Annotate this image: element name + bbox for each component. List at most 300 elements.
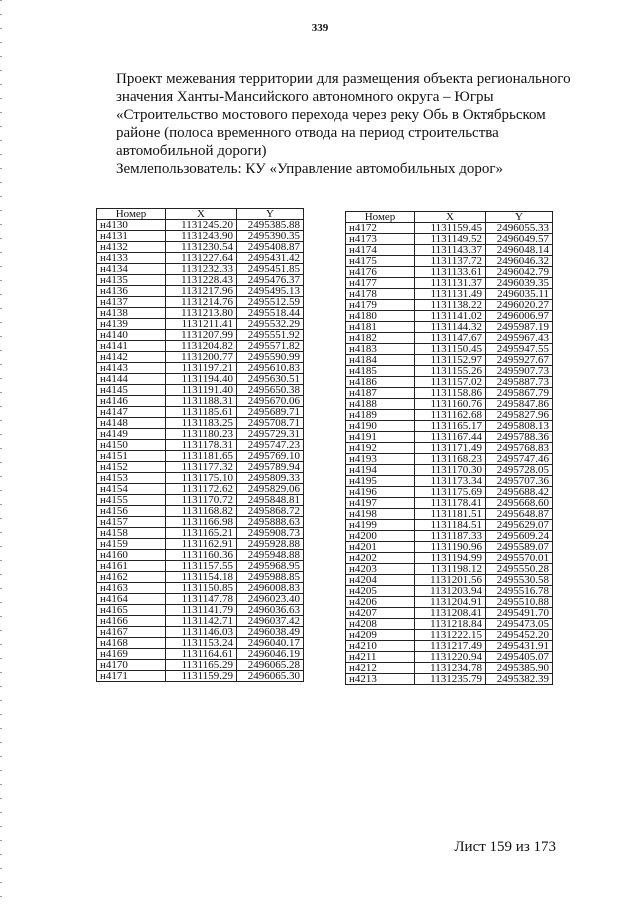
x-coordinate-cell: 1131142.71 — [166, 616, 237, 627]
x-coordinate-cell: 1131228.43 — [166, 275, 237, 286]
x-coordinate-cell: 1131165.21 — [166, 528, 237, 539]
point-number-cell: н4202 — [346, 553, 415, 564]
y-coordinate-cell: 2495551.92 — [237, 330, 304, 341]
table-row — [346, 410, 553, 421]
x-coordinate-cell: 1131245.20 — [166, 220, 237, 231]
table-row — [346, 575, 553, 586]
table-row — [346, 289, 553, 300]
table-row — [346, 586, 553, 597]
point-number-cell: н4168 — [97, 638, 166, 649]
point-number-cell: н4206 — [346, 597, 415, 608]
x-coordinate-cell: 1131165.17 — [415, 421, 486, 432]
table-header-row — [97, 209, 304, 220]
y-coordinate-cell: 2495788.36 — [486, 432, 553, 443]
point-number-cell: н4197 — [346, 498, 415, 509]
y-coordinate-cell: 2495385.88 — [237, 220, 304, 231]
table-row — [97, 231, 304, 242]
y-coordinate-cell: 2495532.29 — [237, 319, 304, 330]
point-number-cell: н4159 — [97, 539, 166, 550]
header-y: Y — [237, 209, 304, 220]
y-coordinate-cell: 2495867.79 — [486, 388, 553, 399]
x-coordinate-cell: 1131211.41 — [166, 319, 237, 330]
y-coordinate-cell: 2495629.07 — [486, 520, 553, 531]
x-coordinate-cell: 1131131.37 — [415, 278, 486, 289]
y-coordinate-cell: 2495630.51 — [237, 374, 304, 385]
x-coordinate-cell: 1131217.49 — [415, 641, 486, 652]
y-coordinate-cell: 2495610.83 — [237, 363, 304, 374]
title-line: Проект межевания территории для размещения объекта регионального — [116, 71, 571, 87]
table-row — [97, 319, 304, 330]
y-coordinate-cell: 2496065.28 — [237, 660, 304, 671]
point-number-cell: н4153 — [97, 473, 166, 484]
y-coordinate-cell: 2495689.71 — [237, 407, 304, 418]
point-number-cell: н4162 — [97, 572, 166, 583]
x-coordinate-cell: 1131175.69 — [415, 487, 486, 498]
table-row — [346, 509, 553, 520]
point-number-cell: н4191 — [346, 432, 415, 443]
y-coordinate-cell: 2495476.37 — [237, 275, 304, 286]
y-coordinate-cell: 2495728.05 — [486, 465, 553, 476]
table-row — [97, 649, 304, 660]
x-coordinate-cell: 1131197.21 — [166, 363, 237, 374]
point-number-cell: н4131 — [97, 231, 166, 242]
point-number-cell: н4157 — [97, 517, 166, 528]
y-coordinate-cell: 2495887.73 — [486, 377, 553, 388]
x-coordinate-cell: 1131162.91 — [166, 539, 237, 550]
x-coordinate-cell: 1131198.12 — [415, 564, 486, 575]
point-number-cell: н4194 — [346, 465, 415, 476]
point-number-cell: н4188 — [346, 399, 415, 410]
point-number-cell: н4195 — [346, 476, 415, 487]
point-number-cell: н4200 — [346, 531, 415, 542]
point-number-cell: н4204 — [346, 575, 415, 586]
table-row — [97, 286, 304, 297]
y-coordinate-cell: 2495927.67 — [486, 355, 553, 366]
y-coordinate-cell: 2495408.87 — [237, 242, 304, 253]
x-coordinate-cell: 1131204.82 — [166, 341, 237, 352]
point-number-cell: н4145 — [97, 385, 166, 396]
y-coordinate-cell: 2496042.79 — [486, 267, 553, 278]
y-coordinate-cell: 2495729.31 — [237, 429, 304, 440]
point-number-cell: н4152 — [97, 462, 166, 473]
y-coordinate-cell: 2495431.42 — [237, 253, 304, 264]
x-coordinate-cell: 1131170.30 — [415, 465, 486, 476]
x-coordinate-cell: 1131158.86 — [415, 388, 486, 399]
table-row — [346, 333, 553, 344]
table-row — [97, 550, 304, 561]
x-coordinate-cell: 1131159.45 — [415, 223, 486, 234]
y-coordinate-cell: 2495670.06 — [237, 396, 304, 407]
x-coordinate-cell: 1131153.24 — [166, 638, 237, 649]
table-row — [97, 473, 304, 484]
table-row — [97, 440, 304, 451]
x-coordinate-cell: 1131243.90 — [166, 231, 237, 242]
table-row — [97, 374, 304, 385]
table-row — [346, 300, 553, 311]
x-coordinate-cell: 1131143.37 — [415, 245, 486, 256]
point-number-cell: н4174 — [346, 245, 415, 256]
point-number-cell: н4171 — [97, 671, 166, 682]
y-coordinate-cell: 2496055.33 — [486, 223, 553, 234]
x-coordinate-cell: 1131181.65 — [166, 451, 237, 462]
y-coordinate-cell: 2495473.05 — [486, 619, 553, 630]
x-coordinate-cell: 1131175.10 — [166, 473, 237, 484]
point-number-cell: н4192 — [346, 443, 415, 454]
point-number-cell: н4148 — [97, 418, 166, 429]
table-row — [346, 531, 553, 542]
x-coordinate-cell: 1131234.78 — [415, 663, 486, 674]
coordinates-table-left — [96, 208, 304, 682]
y-coordinate-cell: 2495512.59 — [237, 297, 304, 308]
table-row — [97, 385, 304, 396]
table-row — [97, 220, 304, 231]
point-number-cell: н4134 — [97, 264, 166, 275]
table-row — [97, 363, 304, 374]
table-row — [346, 399, 553, 410]
y-coordinate-cell: 2496008.83 — [237, 583, 304, 594]
table-row — [97, 627, 304, 638]
point-number-cell: н4178 — [346, 289, 415, 300]
x-coordinate-cell: 1131177.32 — [166, 462, 237, 473]
y-coordinate-cell: 2496006.97 — [486, 311, 553, 322]
point-number-cell: н4155 — [97, 495, 166, 506]
table-row — [346, 256, 553, 267]
y-coordinate-cell: 2495948.88 — [237, 550, 304, 561]
point-number-cell: н4186 — [346, 377, 415, 388]
point-number-cell: н4196 — [346, 487, 415, 498]
point-number-cell: н4141 — [97, 341, 166, 352]
x-coordinate-cell: 1131220.94 — [415, 652, 486, 663]
y-coordinate-cell: 2496035.11 — [486, 289, 553, 300]
point-number-cell: н4146 — [97, 396, 166, 407]
point-number-cell: н4154 — [97, 484, 166, 495]
point-number-cell: н4211 — [346, 652, 415, 663]
point-number-cell: н4176 — [346, 267, 415, 278]
x-coordinate-cell: 1131213.80 — [166, 308, 237, 319]
x-coordinate-cell: 1131200.77 — [166, 352, 237, 363]
x-coordinate-cell: 1131232.33 — [166, 264, 237, 275]
table-row — [346, 377, 553, 388]
y-coordinate-cell: 2496048.14 — [486, 245, 553, 256]
y-coordinate-cell: 2495747.23 — [237, 440, 304, 451]
x-coordinate-cell: 1131159.29 — [166, 671, 237, 682]
table-row — [346, 234, 553, 245]
table-row — [97, 407, 304, 418]
point-number-cell: н4209 — [346, 630, 415, 641]
x-coordinate-cell: 1131133.61 — [415, 267, 486, 278]
point-number-cell: н4201 — [346, 542, 415, 553]
table-row — [346, 542, 553, 553]
table-row — [346, 597, 553, 608]
table-row — [97, 583, 304, 594]
table-row — [346, 564, 553, 575]
y-coordinate-cell: 2495947.55 — [486, 344, 553, 355]
land-user-line: Землепользователь: КУ «Управление автомобильных дорог» — [116, 161, 504, 177]
point-number-cell: н4193 — [346, 454, 415, 465]
table-row — [346, 553, 553, 564]
point-number-cell: н4144 — [97, 374, 166, 385]
table-row — [346, 619, 553, 630]
x-coordinate-cell: 1131183.25 — [166, 418, 237, 429]
x-coordinate-cell: 1131191.40 — [166, 385, 237, 396]
x-coordinate-cell: 1131194.99 — [415, 553, 486, 564]
table-row — [346, 311, 553, 322]
x-coordinate-cell: 1131157.55 — [166, 561, 237, 572]
table-row — [346, 421, 553, 432]
table-row — [97, 352, 304, 363]
title-line: автомобильной дороги) — [116, 143, 267, 159]
point-number-cell: н4167 — [97, 627, 166, 638]
x-coordinate-cell: 1131181.51 — [415, 509, 486, 520]
y-coordinate-cell: 2495589.07 — [486, 542, 553, 553]
table-row — [346, 366, 553, 377]
table-row — [97, 517, 304, 528]
point-number-cell: н4189 — [346, 410, 415, 421]
table-row — [97, 605, 304, 616]
point-number-cell: н4212 — [346, 663, 415, 674]
y-coordinate-cell: 2495510.88 — [486, 597, 553, 608]
y-coordinate-cell: 2496037.42 — [237, 616, 304, 627]
x-coordinate-cell: 1131155.26 — [415, 366, 486, 377]
x-coordinate-cell: 1131171.49 — [415, 443, 486, 454]
table-row — [346, 630, 553, 641]
table-row — [346, 487, 553, 498]
y-coordinate-cell: 2495708.71 — [237, 418, 304, 429]
point-number-cell: н4135 — [97, 275, 166, 286]
y-coordinate-cell: 2495550.28 — [486, 564, 553, 575]
y-coordinate-cell: 2495530.58 — [486, 575, 553, 586]
y-coordinate-cell: 2495405.07 — [486, 652, 553, 663]
table-row — [97, 451, 304, 462]
point-number-cell: н4187 — [346, 388, 415, 399]
table-row — [97, 638, 304, 649]
x-coordinate-cell: 1131154.18 — [166, 572, 237, 583]
table-row — [346, 344, 553, 355]
header-number: Номер — [346, 212, 415, 223]
point-number-cell: н4140 — [97, 330, 166, 341]
x-coordinate-cell: 1131170.72 — [166, 495, 237, 506]
y-coordinate-cell: 2495518.44 — [237, 308, 304, 319]
y-coordinate-cell: 2495452.20 — [486, 630, 553, 641]
table-row — [346, 652, 553, 663]
y-coordinate-cell: 2496049.57 — [486, 234, 553, 245]
point-number-cell: н4205 — [346, 586, 415, 597]
x-coordinate-cell: 1131164.61 — [166, 649, 237, 660]
header-x: X — [166, 209, 237, 220]
point-number-cell: н4133 — [97, 253, 166, 264]
y-coordinate-cell: 2496065.30 — [237, 671, 304, 682]
y-coordinate-cell: 2495570.01 — [486, 553, 553, 564]
x-coordinate-cell: 1131137.72 — [415, 256, 486, 267]
point-number-cell: н4156 — [97, 506, 166, 517]
table-row — [97, 506, 304, 517]
x-coordinate-cell: 1131235.79 — [415, 674, 486, 685]
point-number-cell: н4143 — [97, 363, 166, 374]
x-coordinate-cell: 1131167.44 — [415, 432, 486, 443]
table-row — [97, 616, 304, 627]
table-row — [97, 484, 304, 495]
point-number-cell: н4147 — [97, 407, 166, 418]
table-row — [346, 278, 553, 289]
x-coordinate-cell: 1131204.91 — [415, 597, 486, 608]
x-coordinate-cell: 1131218.84 — [415, 619, 486, 630]
y-coordinate-cell: 2495385.90 — [486, 663, 553, 674]
point-number-cell: н4161 — [97, 561, 166, 572]
point-number-cell: н4136 — [97, 286, 166, 297]
x-coordinate-cell: 1131131.49 — [415, 289, 486, 300]
y-coordinate-cell: 2496046.32 — [486, 256, 553, 267]
coordinates-table-right — [345, 211, 553, 685]
table-row — [346, 674, 553, 685]
point-number-cell: н4169 — [97, 649, 166, 660]
point-number-cell: н4182 — [346, 333, 415, 344]
table-row — [97, 242, 304, 253]
y-coordinate-cell: 2495648.87 — [486, 509, 553, 520]
x-coordinate-cell: 1131201.56 — [415, 575, 486, 586]
title-line: районе (полоса временного отвода на период строительства — [116, 125, 499, 141]
point-number-cell: н4132 — [97, 242, 166, 253]
x-coordinate-cell: 1131178.31 — [166, 440, 237, 451]
x-coordinate-cell: 1131152.97 — [415, 355, 486, 366]
title-line: значения Ханты-Мансийского автономного округа – Югры — [116, 89, 494, 105]
x-coordinate-cell: 1131178.41 — [415, 498, 486, 509]
table-row — [346, 355, 553, 366]
point-number-cell: н4213 — [346, 674, 415, 685]
x-coordinate-cell: 1131203.94 — [415, 586, 486, 597]
point-number-cell: н4203 — [346, 564, 415, 575]
page-number: 339 — [311, 22, 329, 34]
table-row — [97, 495, 304, 506]
y-coordinate-cell: 2495907.73 — [486, 366, 553, 377]
point-number-cell: н4199 — [346, 520, 415, 531]
x-coordinate-cell: 1131160.36 — [166, 550, 237, 561]
point-number-cell: н4172 — [346, 223, 415, 234]
point-number-cell: н4181 — [346, 322, 415, 333]
point-number-cell: н4130 — [97, 220, 166, 231]
point-number-cell: н4151 — [97, 451, 166, 462]
point-number-cell: н4142 — [97, 352, 166, 363]
table-row — [346, 476, 553, 487]
table-row — [97, 330, 304, 341]
table-row — [97, 671, 304, 682]
y-coordinate-cell: 2495495.13 — [237, 286, 304, 297]
point-number-cell: н4158 — [97, 528, 166, 539]
x-coordinate-cell: 1131207.99 — [166, 330, 237, 341]
y-coordinate-cell: 2496046.19 — [237, 649, 304, 660]
y-coordinate-cell: 2495848.81 — [237, 495, 304, 506]
y-coordinate-cell: 2495571.82 — [237, 341, 304, 352]
table-row — [97, 660, 304, 671]
point-number-cell: н4173 — [346, 234, 415, 245]
y-coordinate-cell: 2496023.40 — [237, 594, 304, 605]
x-coordinate-cell: 1131214.76 — [166, 297, 237, 308]
y-coordinate-cell: 2495431.91 — [486, 641, 553, 652]
table-row — [346, 322, 553, 333]
table-row — [97, 561, 304, 572]
point-number-cell: н4190 — [346, 421, 415, 432]
table-row — [97, 297, 304, 308]
x-coordinate-cell: 1131168.23 — [415, 454, 486, 465]
table-row — [97, 275, 304, 286]
y-coordinate-cell: 2496039.35 — [486, 278, 553, 289]
y-coordinate-cell: 2495491.70 — [486, 608, 553, 619]
y-coordinate-cell: 2495688.42 — [486, 487, 553, 498]
x-coordinate-cell: 1131147.67 — [415, 333, 486, 344]
y-coordinate-cell: 2495650.38 — [237, 385, 304, 396]
table-row — [346, 520, 553, 531]
y-coordinate-cell: 2496038.49 — [237, 627, 304, 638]
y-coordinate-cell: 2495868.72 — [237, 506, 304, 517]
y-coordinate-cell: 2495668.60 — [486, 498, 553, 509]
x-coordinate-cell: 1131185.61 — [166, 407, 237, 418]
y-coordinate-cell: 2495908.73 — [237, 528, 304, 539]
y-coordinate-cell: 2495827.96 — [486, 410, 553, 421]
table-row — [97, 429, 304, 440]
x-coordinate-cell: 1131165.29 — [166, 660, 237, 671]
y-coordinate-cell: 2495847.86 — [486, 399, 553, 410]
x-coordinate-cell: 1131147.78 — [166, 594, 237, 605]
x-coordinate-cell: 1131180.23 — [166, 429, 237, 440]
x-coordinate-cell: 1131173.34 — [415, 476, 486, 487]
table-row — [97, 264, 304, 275]
table-row — [97, 528, 304, 539]
point-number-cell: н4183 — [346, 344, 415, 355]
table-row — [97, 396, 304, 407]
y-coordinate-cell: 2495609.24 — [486, 531, 553, 542]
scan-edge-marks — [0, 0, 2, 905]
table-row — [346, 432, 553, 443]
sheet-counter: Лист 159 из 173 — [454, 839, 556, 855]
table-row — [97, 253, 304, 264]
y-coordinate-cell: 2495829.06 — [237, 484, 304, 495]
table-row — [97, 594, 304, 605]
point-number-cell: н4198 — [346, 509, 415, 520]
y-coordinate-cell: 2495789.94 — [237, 462, 304, 473]
table-row — [346, 454, 553, 465]
x-coordinate-cell: 1131146.03 — [166, 627, 237, 638]
x-coordinate-cell: 1131150.45 — [415, 344, 486, 355]
point-number-cell: н4208 — [346, 619, 415, 630]
title-line: «Строительство мостового перехода через реку Обь в Октябрьском — [116, 107, 546, 123]
point-number-cell: н4185 — [346, 366, 415, 377]
y-coordinate-cell: 2495390.35 — [237, 231, 304, 242]
point-number-cell: н4138 — [97, 308, 166, 319]
x-coordinate-cell: 1131162.68 — [415, 410, 486, 421]
x-coordinate-cell: 1131149.52 — [415, 234, 486, 245]
x-coordinate-cell: 1131188.31 — [166, 396, 237, 407]
table-row — [346, 663, 553, 674]
x-coordinate-cell: 1131141.79 — [166, 605, 237, 616]
y-coordinate-cell: 2495809.33 — [237, 473, 304, 484]
x-coordinate-cell: 1131138.22 — [415, 300, 486, 311]
y-coordinate-cell: 2495590.99 — [237, 352, 304, 363]
x-coordinate-cell: 1131194.40 — [166, 374, 237, 385]
point-number-cell: н4177 — [346, 278, 415, 289]
x-coordinate-cell: 1131230.54 — [166, 242, 237, 253]
y-coordinate-cell: 2495516.78 — [486, 586, 553, 597]
y-coordinate-cell: 2495968.95 — [237, 561, 304, 572]
point-number-cell: н4160 — [97, 550, 166, 561]
table-row — [97, 462, 304, 473]
x-coordinate-cell: 1131227.64 — [166, 253, 237, 264]
x-coordinate-cell: 1131166.98 — [166, 517, 237, 528]
point-number-cell: н4165 — [97, 605, 166, 616]
y-coordinate-cell: 2495988.85 — [237, 572, 304, 583]
y-coordinate-cell: 2495707.36 — [486, 476, 553, 487]
y-coordinate-cell: 2495808.13 — [486, 421, 553, 432]
point-number-cell: н4179 — [346, 300, 415, 311]
point-number-cell: н4149 — [97, 429, 166, 440]
